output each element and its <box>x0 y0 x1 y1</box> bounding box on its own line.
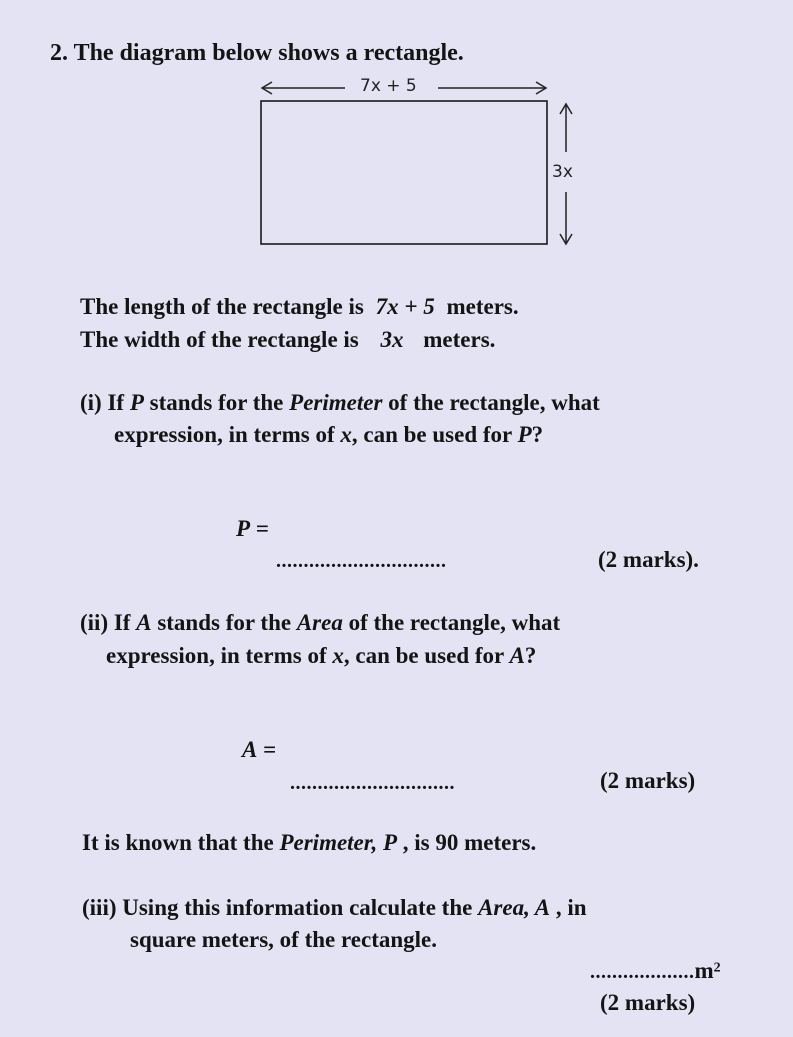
part-iii-marks: (2 marks) <box>600 990 696 1015</box>
perimeter-answer-line[interactable]: ............................... <box>276 550 447 572</box>
width-expression: 3x <box>380 327 404 352</box>
part-iii-answer <box>590 958 721 984</box>
part-iii-line-2: square meters, of the rectangle. <box>130 927 438 952</box>
unit-exponent: 2 <box>713 960 721 976</box>
length-statement <box>80 294 519 320</box>
area-answer-line[interactable]: .............................. <box>290 772 455 794</box>
part-iii-line-1: (iii) Using this information calculate the Area, A , in <box>82 895 587 920</box>
length-expression: 7x + 5 <box>375 294 435 319</box>
rectangle-diagram <box>0 0 793 300</box>
part-iii-answer-line[interactable]: ................... <box>590 961 695 983</box>
part-i-line-2: expression, in terms of x, can be used for P? <box>114 422 544 447</box>
part-ii-line-2: expression, in terms of x, can be used for A? <box>106 643 537 668</box>
width-label: 3x <box>552 162 573 182</box>
part-ii-line-1: (ii) If A stands for the Area of the rectangle, what <box>80 610 561 635</box>
rectangle <box>261 101 547 244</box>
part-i-line-1: (i) If P stands for the Perimeter of the rectangle, what <box>80 390 600 415</box>
width-statement <box>80 327 495 353</box>
question-title: 2. The diagram below shows a rectangle. <box>50 40 464 66</box>
part-i-marks: (2 marks). <box>598 547 699 572</box>
length-label: 7x + 5 <box>360 76 417 96</box>
square-meter-unit: m <box>694 958 714 983</box>
length-unit: meters. <box>446 294 519 319</box>
width-statement-text: The width of the rectangle is <box>80 327 359 352</box>
given-perimeter: It is known that the Perimeter, P , is 90 meters. <box>82 830 537 855</box>
area-answer-label: A = <box>242 737 277 762</box>
part-ii-marks: (2 marks) <box>600 768 696 793</box>
width-unit: meters. <box>423 327 496 352</box>
perimeter-answer-label: P = <box>236 516 269 541</box>
length-statement-text: The length of the rectangle is <box>80 294 364 319</box>
